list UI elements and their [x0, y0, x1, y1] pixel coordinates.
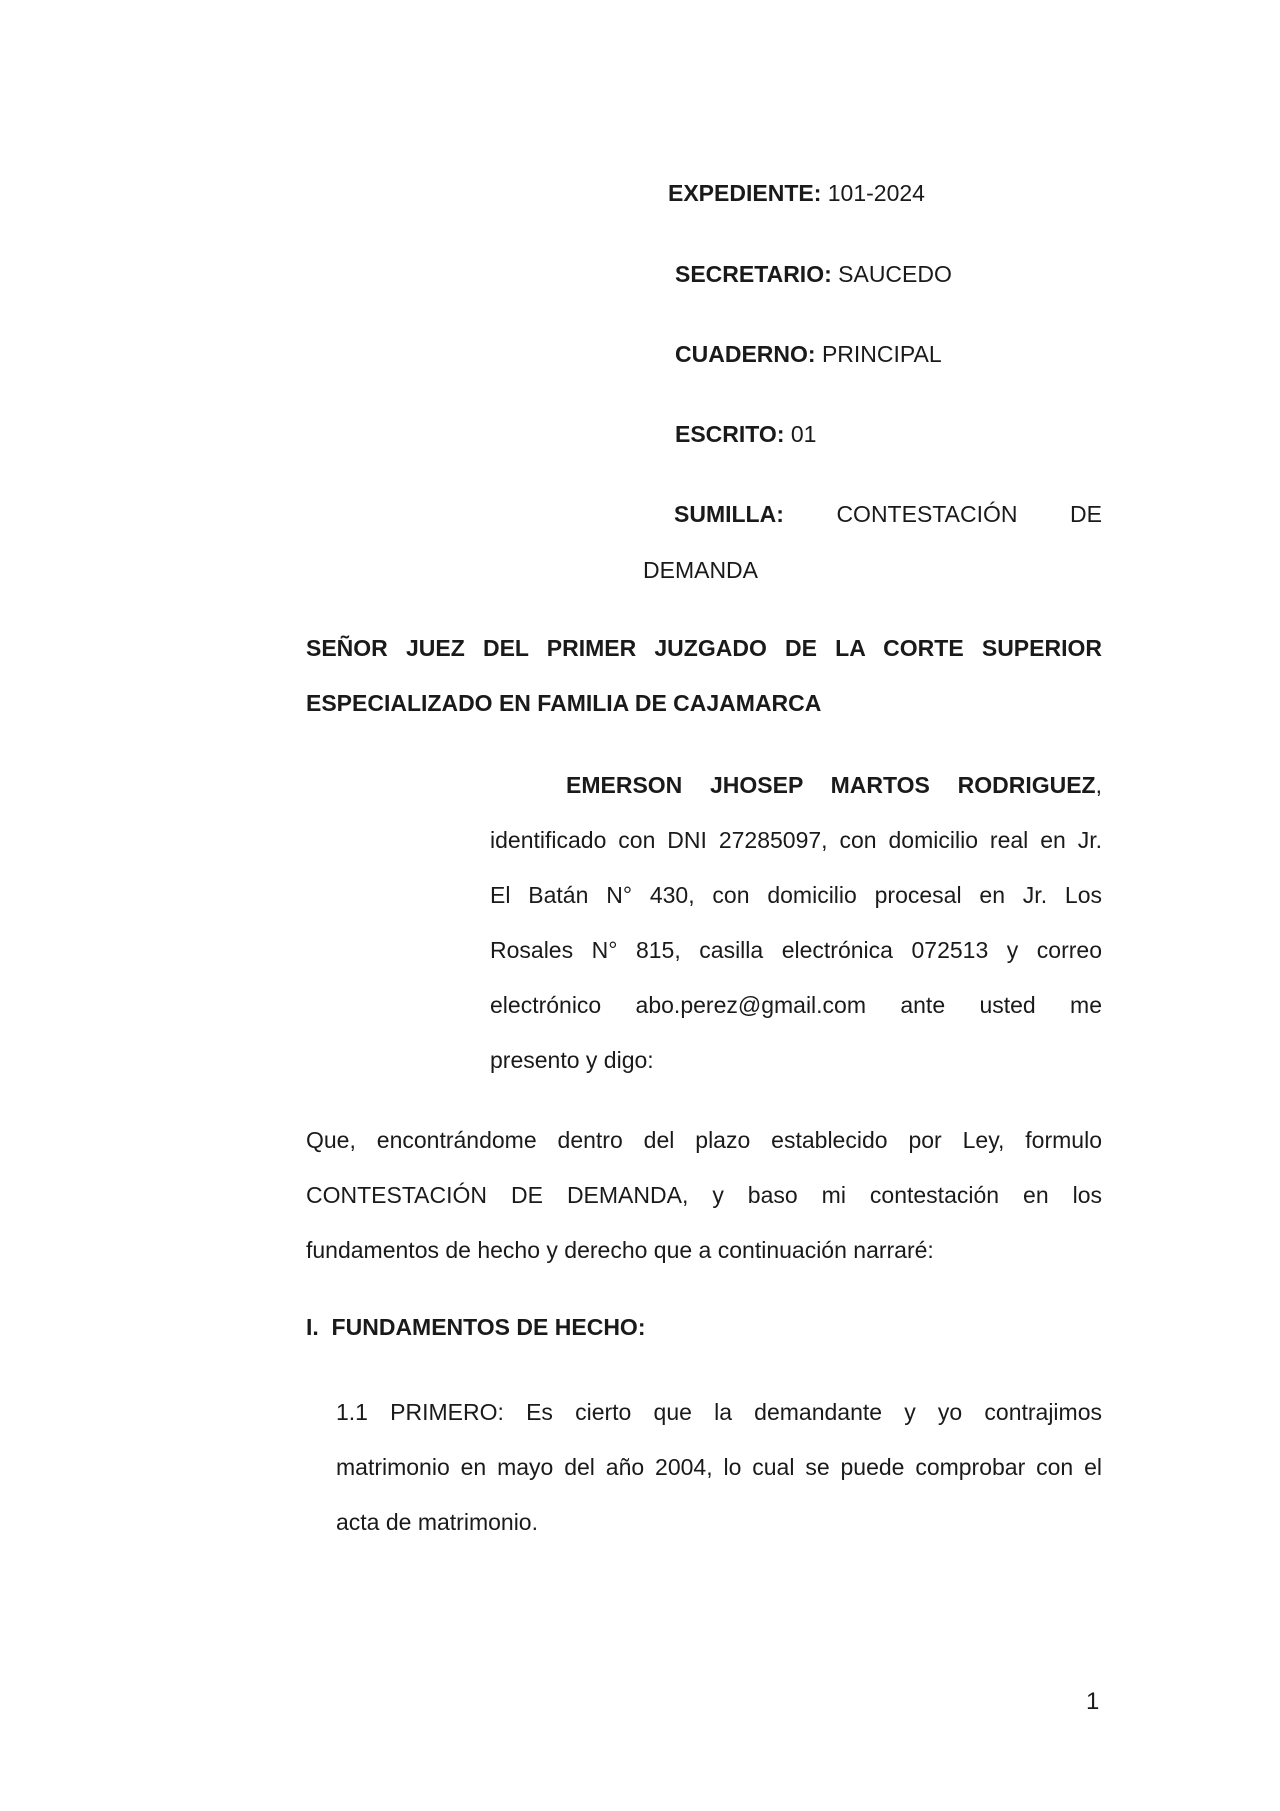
item-1-line-1: 1.1 PRIMERO: Es cierto que la demandante y yo contrajimos — [336, 1399, 1102, 1425]
cuaderno-line — [675, 340, 942, 368]
item-1-line-3: acta de matrimonio. — [336, 1509, 538, 1535]
addressee-line-1: SEÑOR JUEZ DEL PRIMER JUZGADO DE LA CORTE SUPERIOR — [306, 635, 1102, 661]
intro-line-2: CONTESTACIÓN DE DEMANDA, y baso mi contestación en los — [306, 1182, 1102, 1208]
escrito-label: ESCRITO: — [675, 421, 785, 447]
party-block — [490, 758, 1102, 1088]
escrito-line — [675, 420, 816, 448]
page-number: 1 — [1086, 1688, 1100, 1715]
party-name-suffix: , — [1095, 772, 1102, 798]
party-line-5: electrónico abo.perez@gmail.com ante usted me — [490, 992, 1102, 1018]
sumilla-line — [674, 500, 1102, 528]
sumilla-word2: DE — [1070, 501, 1102, 527]
intro-line-3: fundamentos de hecho y derecho que a continuación narraré: — [306, 1237, 934, 1263]
party-name-line — [490, 758, 1102, 813]
party-name: EMERSON JHOSEP MARTOS RODRIGUEZ — [566, 772, 1096, 798]
expediente-label: EXPEDIENTE: — [668, 180, 822, 206]
secretario-line — [675, 260, 952, 288]
section-item-1 — [336, 1385, 1102, 1550]
party-line-2: identificado con DNI 27285097, con domicilio real en Jr. — [490, 827, 1102, 853]
party-line-4: Rosales N° 815, casilla electrónica 072513 y correo — [490, 937, 1102, 963]
item-1-line-2: matrimonio en mayo del año 2004, lo cual se puede comprobar con el — [336, 1454, 1102, 1480]
secretario-value: SAUCEDO — [838, 261, 952, 287]
expediente-value: 101-2024 — [827, 180, 925, 206]
escrito-value: 01 — [790, 421, 817, 447]
party-line-3: El Batán N° 430, con domicilio procesal en Jr. Los — [490, 882, 1102, 908]
addressee — [306, 621, 1102, 731]
expediente-line — [668, 179, 925, 207]
sumilla-label: SUMILLA: — [674, 501, 784, 527]
cuaderno-label: CUADERNO: — [675, 341, 816, 367]
party-line-6: presento y digo: — [490, 1047, 654, 1073]
secretario-label: SECRETARIO: — [675, 261, 832, 287]
section-title: I. FUNDAMENTOS DE HECHO: — [306, 1314, 646, 1340]
addressee-line-2: ESPECIALIZADO EN FAMILIA DE CAJAMARCA — [306, 690, 822, 716]
sumilla-continuation: DEMANDA — [643, 557, 759, 583]
intro-line-1: Que, encontrándome dentro del plazo establecido por Ley, formulo — [306, 1127, 1102, 1153]
sumilla-word1: CONTESTACIÓN — [836, 501, 1018, 527]
intro-paragraph — [306, 1113, 1102, 1278]
cuaderno-value: PRINCIPAL — [821, 341, 942, 367]
